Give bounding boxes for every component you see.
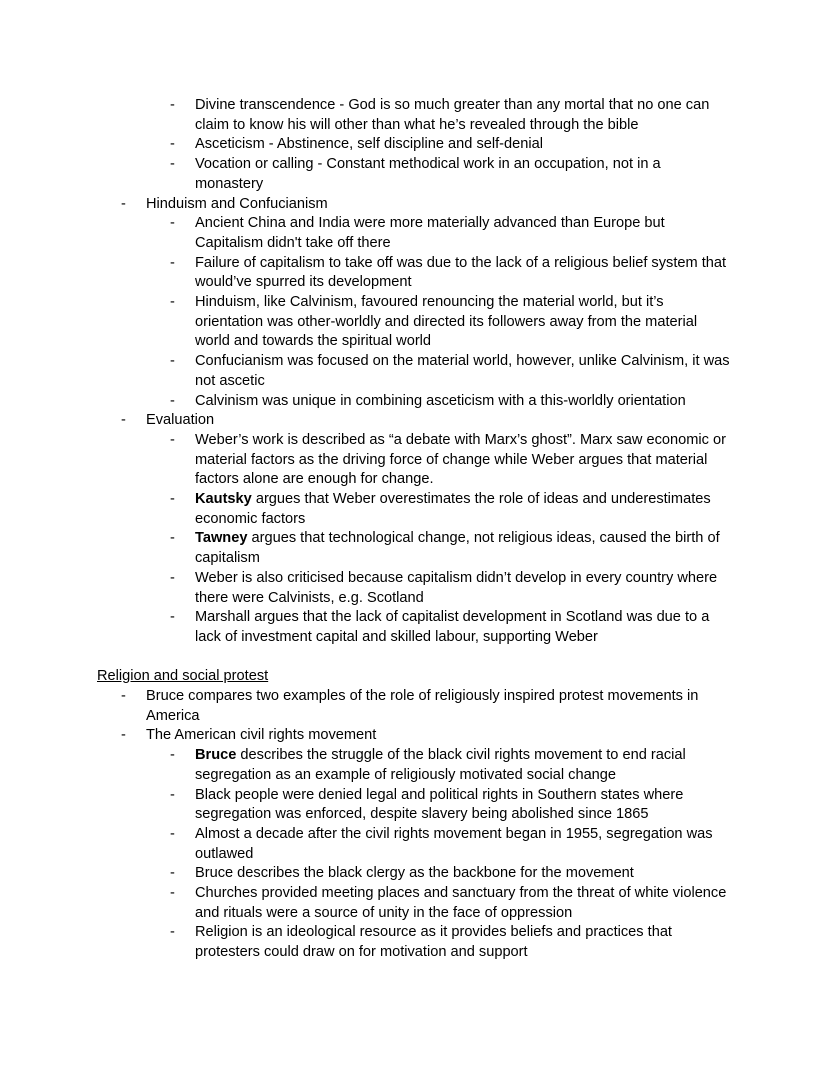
bullet-dash: - xyxy=(170,353,175,370)
list-item-text: Divine transcendence - God is so much greater than any mortal that no one can claim to know his will other than what he’s revealed through the bible xyxy=(195,97,710,133)
list-item xyxy=(0,431,731,490)
list-item-text: argues that technological change, not religious ideas, caused the birth of capitalism xyxy=(195,530,720,567)
bullet-dash: - xyxy=(170,569,175,586)
list-item-text: Failure of capitalism to take off was due to the lack of a religious belief system that would’ve spurred its development xyxy=(195,254,727,291)
bullet-dash: - xyxy=(170,431,175,448)
list-item xyxy=(0,352,731,391)
list-item-text: Weber is also criticised because capitalism didn’t develop in every country where there were Calvinists, e.g. Scotland xyxy=(195,569,718,606)
list-item-text: Vocation or calling - Constant methodical work in an occupation, not in a monastery xyxy=(195,156,661,192)
bullet-dash: - xyxy=(170,254,175,271)
list-item xyxy=(0,392,731,412)
section-label: Evaluation xyxy=(146,412,215,429)
bullet-dash: - xyxy=(170,865,175,882)
list-item-text: Ancient China and India were more materially advanced than Europe but Capitalism didn't take off there xyxy=(195,215,665,251)
bullet-dash: - xyxy=(170,924,175,941)
section-evaluation xyxy=(0,411,731,647)
bullet-dash: - xyxy=(170,392,175,409)
bullet-dash: - xyxy=(170,825,175,842)
list-item-text: Confucianism was focused on the material world, however, unlike Calvinism, it was not ascetic xyxy=(195,353,730,389)
list-item xyxy=(0,96,731,135)
bullet-dash: - xyxy=(170,786,175,803)
list-item xyxy=(0,864,731,884)
section-label: Hinduism and Confucianism xyxy=(146,195,328,212)
list-item xyxy=(0,254,731,293)
list-item-text: Churches provided meeting places and sanctuary from the threat of white violence and rituals were a source of unity in the face of oppression xyxy=(195,885,727,921)
bullet-dash: - xyxy=(170,215,175,232)
section-heading-religion-social-protest: Religion and social protest xyxy=(97,668,269,684)
bullet-dash: - xyxy=(170,294,175,311)
section-hinduism-confucianism xyxy=(0,195,731,412)
list-item xyxy=(0,746,731,785)
section-civil-rights xyxy=(0,726,731,962)
section-items xyxy=(0,214,731,411)
list-item xyxy=(0,214,731,253)
list-item xyxy=(0,923,731,962)
bullet-dash: - xyxy=(121,688,126,704)
list-item xyxy=(0,293,731,352)
list-item-text: Hinduism, like Calvinism, favoured renouncing the material world, but it’s orientation was other-worldly and directed its followers away from the material world and towards the spiritual world xyxy=(195,294,698,350)
weber-sections-list xyxy=(0,195,731,648)
list-item-text: Marshall argues that the lack of capitalist development in Scotland was due to a lack of investment capital and skilled labour, supporting Weber xyxy=(195,609,710,645)
bullet-dash: - xyxy=(170,156,175,173)
list-item-text: Calvinism was unique in combining asceticism with a this-worldly orientation xyxy=(195,392,686,409)
bullet-dash: - xyxy=(121,195,126,212)
list-item-text: Asceticism - Abstinence, self discipline and self-denial xyxy=(195,136,543,153)
list-item xyxy=(0,569,731,608)
calvinism-belief-list xyxy=(0,96,731,195)
section-items xyxy=(0,431,731,648)
part-weber-notes xyxy=(0,96,731,648)
list-item-text: Religion is an ideological resource as it provides beliefs and practices that protesters could draw on for motivation and support xyxy=(195,924,672,961)
bullet-dash: - xyxy=(170,491,175,508)
list-item xyxy=(0,884,731,923)
list-item-text: Almost a decade after the civil rights movement began in 1955, segregation was outlawed xyxy=(195,825,713,862)
bullet-dash: - xyxy=(170,97,175,113)
social-protest-list xyxy=(0,687,731,963)
bullet-dash: - xyxy=(170,747,175,764)
list-item xyxy=(0,786,731,825)
list-item-text: Bruce describes the black clergy as the backbone for the movement xyxy=(195,865,634,882)
list-item-bold: Tawney xyxy=(195,530,248,547)
list-item-text: Black people were denied legal and political rights in Southern states where segregation was enforced, despite slavery being abolished since 1865 xyxy=(195,786,684,823)
bullet-dash: - xyxy=(170,609,175,626)
bullet-dash: - xyxy=(170,136,175,153)
list-item-text: Weber’s work is described as “a debate with Marx’s ghost”. Marx saw economic or material factors as the driving force of change while Weber argues that material factors alone are enough for change. xyxy=(195,431,726,488)
bullet-dash: - xyxy=(121,727,126,744)
section-label: The American civil rights movement xyxy=(146,727,377,744)
list-item xyxy=(0,490,731,529)
list-item xyxy=(0,135,731,155)
list-item-intro xyxy=(0,687,731,726)
bullet-dash: - xyxy=(170,530,175,547)
bullet-dash: - xyxy=(170,885,175,902)
list-item-text: describes the struggle of the black civil rights movement to end racial segregation as an example of religiously motivated social change xyxy=(195,747,686,783)
list-item xyxy=(0,529,731,568)
part-social-protest xyxy=(0,687,731,963)
section-items xyxy=(0,746,731,963)
list-item-text: Bruce compares two examples of the role of religiously inspired protest movements in America xyxy=(146,688,699,724)
list-item-text: argues that Weber overestimates the role of ideas and underestimates economic factors xyxy=(195,491,711,527)
list-item-bold: Bruce xyxy=(195,747,237,764)
list-item xyxy=(0,155,731,194)
list-item xyxy=(0,608,731,647)
list-item-bold: Kautsky xyxy=(195,491,252,508)
list-item xyxy=(0,825,731,864)
bullet-dash: - xyxy=(121,412,126,429)
